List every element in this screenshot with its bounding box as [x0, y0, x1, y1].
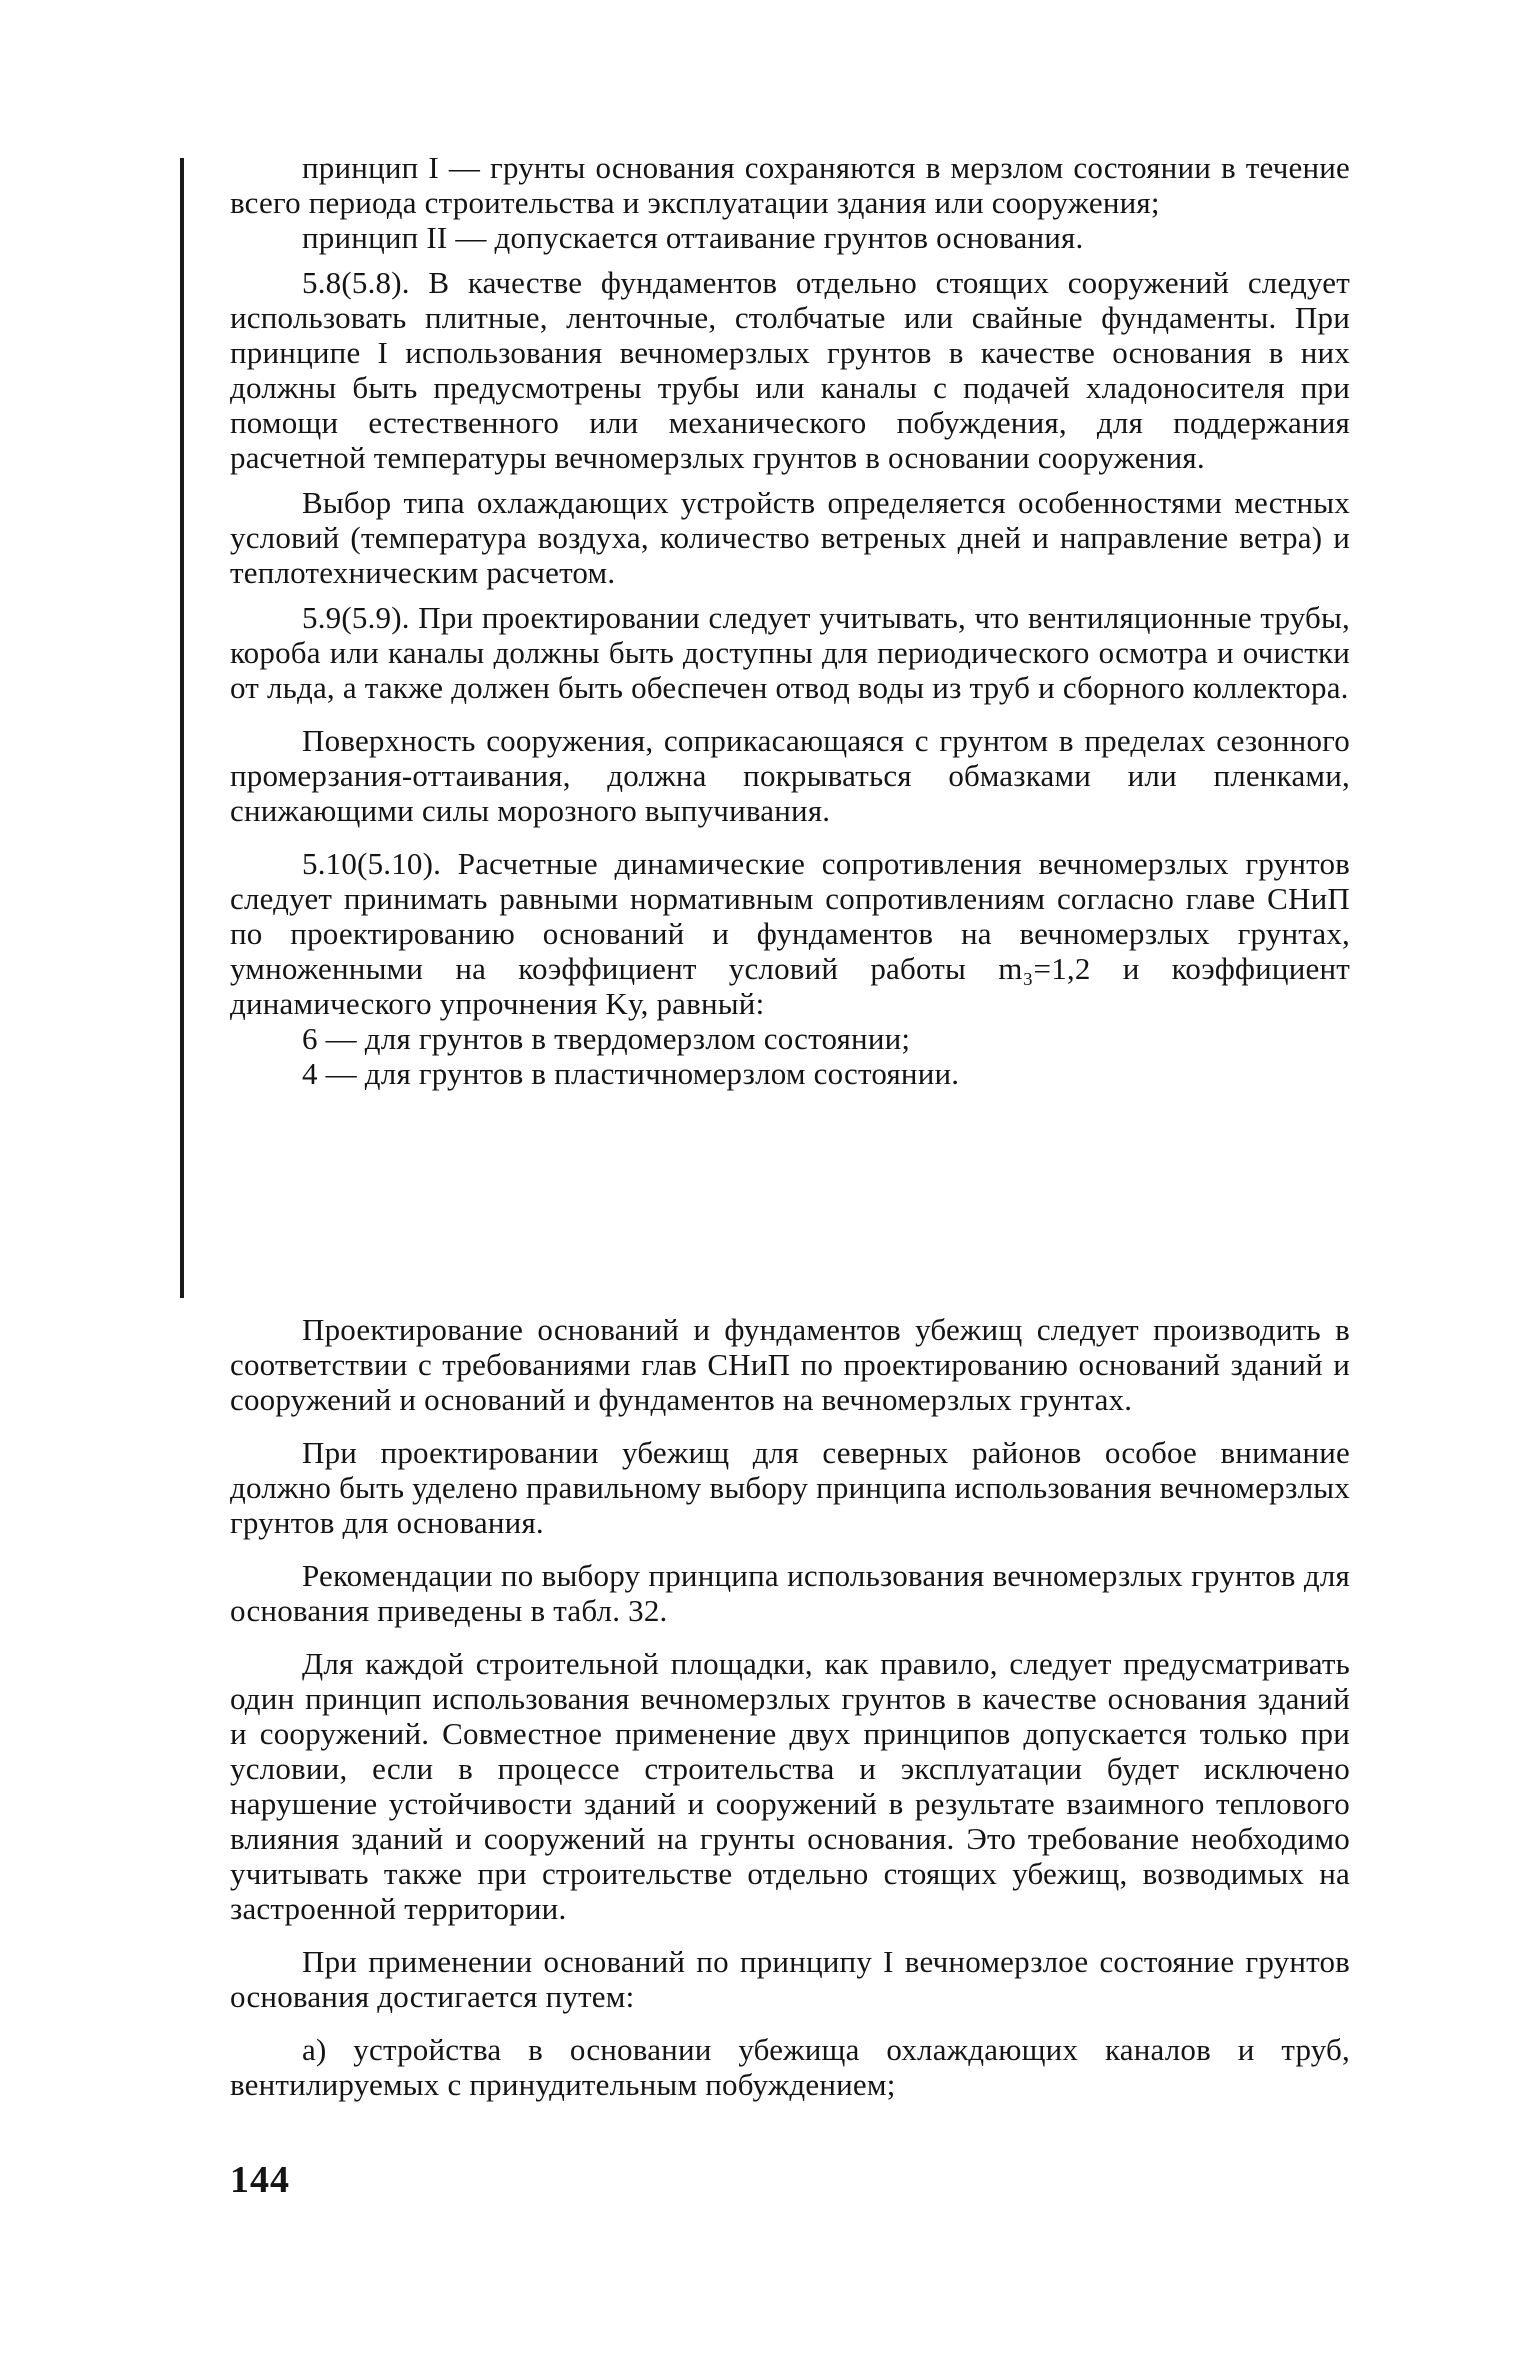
body-text-block	[230, 1312, 1350, 2102]
change-marker-bar	[180, 158, 184, 1298]
marked-text-block	[230, 150, 1350, 1091]
paragraph-one-principle: Для каждой строительной площадки, как правило, следует предусматривать один принцип использования вечномерзлых грунтов в качестве основания зданий и сооружений. Совместное применение двух принципов допускается только при условии, если в процессе строительства и эксплуатации будет исключено нарушение устойчивости зданий и сооружений в результате взаимного теплового влияния зданий и сооружений на грунты основания. Это требование необходимо учитывать также при строительстве отдельно стоящих убежищ, возводимых на застроенной территории.	[230, 1646, 1350, 1926]
list-item-6: 6 — для грунтов в твердомерзлом состоянии;	[302, 1021, 911, 1056]
paragraph-principle-1: принцип I — грунты основания сохраняются в мерзлом состоянии в течение всего периода строительства и эксплуатации здания или сооружения;	[230, 150, 1350, 220]
list-item-a: а) устройства в основании убежища охлаждающих каналов и труб, вентилируемых с принудительным побуждением;	[230, 2032, 1350, 2102]
paragraph-northern-regions: При проектировании убежищ для северных районов особое внимание должно быть уделено правильному выбору принципа использования вечномерзлых грунтов для основания.	[230, 1435, 1350, 1540]
paragraph-surface: Поверхность сооружения, соприкасающаяся с грунтом в пределах сезонного промерзания-оттаивания, должна покрываться обмазками или пленками, снижающими силы морозного выпучивания.	[230, 723, 1350, 828]
paragraph-cooling-choice: Выбор типа охлаждающих устройств определяется особенностями местных условий (температура воздуха, количество ветреных дней и направление ветра) и теплотехническим расчетом.	[230, 485, 1350, 590]
paragraph-5-10: 5.10(5.10). Расчетные динамические сопротивления вечномерзлых грунтов следует принимать равными нормативным сопротивлениям согласно главе СНиП по проектированию оснований и фундаментов на вечномерзлых грунтах, умноженными на коэффициент условий работы m₃=1,2 и коэффициент динамического упрочнения Kу, равный:	[230, 846, 1350, 1021]
paragraph-recommendations: Рекомендации по выбору принципа использования вечномерзлых грунтов для основания приведены в табл. 32.	[230, 1558, 1350, 1628]
list-item-4: 4 — для грунтов в пластичномерзлом состоянии.	[302, 1056, 960, 1091]
paragraph-principle-2: принцип II — допускается оттаивание грунтов основания.	[302, 220, 1084, 255]
paragraph-5-9: 5.9(5.9). При проектировании следует учитывать, что вентиляционные трубы, короба или каналы должны быть доступны для периодического осмотра и очистки от льда, а также должен быть обеспечен отвод воды из труб и сборного коллектора.	[230, 600, 1350, 705]
page-number: 144	[230, 2159, 290, 2201]
paragraph-design-foundations: Проектирование оснований и фундаментов убежищ следует производить в соответствии с требованиями глав СНиП по проектированию оснований зданий и сооружений и оснований и фундаментов на вечномерзлых грунтах.	[230, 1312, 1350, 1417]
paragraph-principle-1-achieved: При применении оснований по принципу I вечномерзлое состояние грунтов основания достигается путем:	[230, 1944, 1350, 2014]
paragraph-5-8: 5.8(5.8). В качестве фундаментов отдельно стоящих сооружений следует использовать плитные, ленточные, столбчатые или свайные фундаменты. При принципе I использования вечномерзлых грунтов в качестве основания в них должны быть предусмотрены трубы или каналы с подачей хладоносителя при помощи естественного или механического побуждения, для поддержания расчетной температуры вечномерзлых грунтов в основании сооружения.	[230, 265, 1350, 475]
